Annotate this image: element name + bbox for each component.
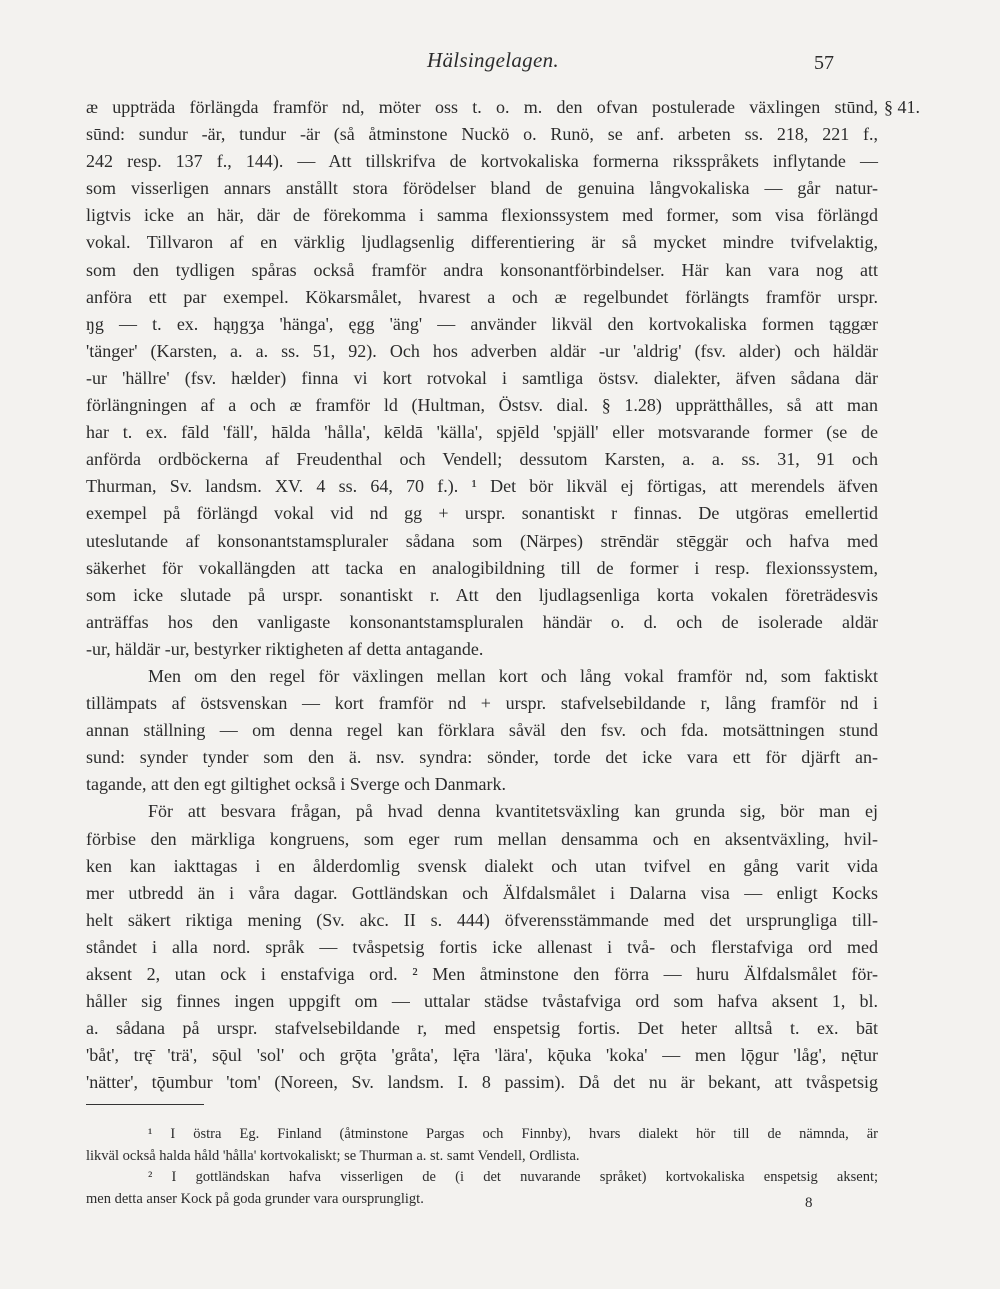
text-line: 'tänger' (Karsten, a. a. ss. 51, 92). Och hos adverben aldär -ur 'aldrig' (fsv. alder) och häldär [86,340,878,361]
text-line: a. sådana på urspr. stafvelsebildande r, med enspetsig fortis. Det heter alltså t. ex. bāt [86,1018,878,1039]
page-number: 57 [814,52,834,74]
footnote-line: ¹ I östra Eg. Finland (åtminstone Pargas och Finnby), hvars dialekt hör till de nämnda, är [148,1126,878,1142]
text-line: förbise den märkliga kongruens, som eger rum mellan densamma och en aksentväxling, hvil- [86,828,878,849]
text-line: ståndet i alla nord. språk — tvåspetsig fortis icke allenast i två- och flerstafviga ord med [86,936,878,957]
footnote-line: men detta anser Kock på goda grunder vara oursprungligt. [86,1190,424,1207]
text-line: tagande, att den egt giltighet också i Sverge och Danmark. [86,774,507,795]
text-line: mer utbredd än i våra dagar. Gottländskan och Älfdalsmålet i Dalarna visa — enligt Kocks [86,882,878,903]
body-text [86,94,878,1096]
footnote-divider [86,1104,204,1105]
signature-mark: 8 [805,1195,813,1211]
text-line: Men om den regel för växlingen mellan kort och lång vokal framför nd, som faktiskt [148,665,878,686]
text-line: 'nätter', tǭumbur 'tom' (Noreen, Sv. landsm. I. 8 passim). Då det nu är bekant, att tvåspetsig [86,1072,878,1093]
text-line: ligtvis icke an här, där de förekomma i samma flexionssystem med former, som visa förlängd [86,205,878,226]
text-line: anträffas hos den vanligaste konsonantstamspluralen händär o. d. och de isolerade aldär [86,611,878,632]
footnote-line: likväl också halda håld 'hålla' kortvokaliskt; se Thurman a. st. samt Vendell, Ordlista. [86,1147,580,1164]
text-line: -ur, häldär -ur, bestyrker riktigheten af detta antagande. [86,638,484,659]
text-line: annan ställning — om denna regel kan förklara såväl den fsv. och fda. motsättningen stund [86,720,878,741]
text-line: håller sig finnes ingen uppgift om — uttalar städse tvåstafviga ord som hafva aksent 1, bl. [86,991,878,1012]
text-line: som den tydligen spåras också framför andra konsonantförbindelser. Här kan vara nog att [86,259,878,280]
text-line: anförda ordböckerna af Freudenthal och Vendell; dessutom Karsten, a. a. ss. 31, 91 och [86,449,878,470]
text-line: exempel på förlängd vokal vid nd gg + urspr. sonantiskt r finnas. De utgöras emellertid [86,503,878,524]
text-line: æ uppträda förlängda framför nd, möter oss t. o. m. den ofvan postulerade växlingen stūnd, [86,97,878,117]
text-line: som visserligen annars anstållt stora förödelser bland de genuina långvokaliska — går natur- [86,178,878,199]
text-line: som icke slutade på urspr. sonantiskt r. Att den ljudlagsenliga korta vokalen företrädesvis [86,584,878,605]
text-line: har t. ex. fāld 'fäll', hālda 'hålla', kēldā 'källa', spjēld 'spjäll' eller motsvarande former (se de [86,422,878,443]
text-line: 242 resp. 137 f., 144). — Att tillskrifva de kortvokaliska formerna riksspråkets inflytande — [86,151,878,172]
text-line: säkerhet för vokallängden att tacka en analogibildning till de former i resp. flexionssystem, [86,557,878,578]
text-line: vokal. Tillvaron af en värklig ljudlagsenlig differentiering är så mycket mindre tvifvelaktig, [86,232,878,253]
footnote-line: ² I gottländskan hafva visserligen de (i det nuvarande språket) kortvokaliska enspetsig aksent; [148,1169,878,1185]
text-line: sūnd: sundur -är, tundur -är (så åtminstone Nuckö o. Runö, se anf. arbeten ss. 218, 221 f., [86,124,878,145]
text-line: sund: synder tynder som den ä. nsv. syndra: sönder, torde det icke vara ett för djärft an- [86,747,878,768]
text-line: tillämpats af östsvenskan — kort framför nd + urspr. stafvelsebildande r, lång framför nd i [86,693,878,714]
text-line: ŋg — t. ex. hąŋgʒa 'hänga', ęgg 'äng' — använder likväl den kortvokaliska formen tąggær [86,313,878,334]
footnotes [86,1124,878,1210]
text-line: ken kan iakttagas i en ålderdomlig svensk dialekt och utan tvifvel en gång varit vida [86,855,878,876]
text-line: helt säkert riktiga mening (Sv. akc. II s. 444) öfverensstämmande med det ursprungliga till- [86,909,878,930]
text-line: 'båt', trę̄ 'trä', sǭul 'sol' och grǭta 'gråta', lę̄ra 'lära', kǭuka 'koka' — men lǭgur 'låg', nę̄tur [86,1045,878,1066]
text-line: uteslutande af konsonantstamspluraler sådana som (Närpes) strēndär stēggär och hafva med [86,530,878,551]
page-header [0,48,1000,82]
text-line: förlängningen af a och æ framför ld (Hultman, Östsv. dial. § 1.28) upprätthålles, så att man [86,395,878,416]
text-line: För att besvara frågan, på hvad denna kvantitetsväxling kan grunda sig, bör man ej [148,801,878,822]
running-title: Hälsingelagen. [427,48,559,72]
text-line: Thurman, Sv. landsm. XV. 4 ss. 64, 70 f.). ¹ Det bör likväl ej förtigas, att merendels äfven [86,476,878,497]
paragraph-reference: § 41. [884,97,920,117]
text-line: aksent 2, utan ock i enstafviga ord. ² Men åtminstone den förra — huru Älfdalsmålet för- [86,964,878,984]
text-line: anföra ett par exempel. Kökarsmålet, hvarest a och æ regelbundet förlängts framför urspr. [86,286,878,307]
text-line: -ur 'hällre' (fsv. hælder) finna vi kort rotvokal i samtliga östsv. dialekter, äfven sådana där [86,367,878,388]
